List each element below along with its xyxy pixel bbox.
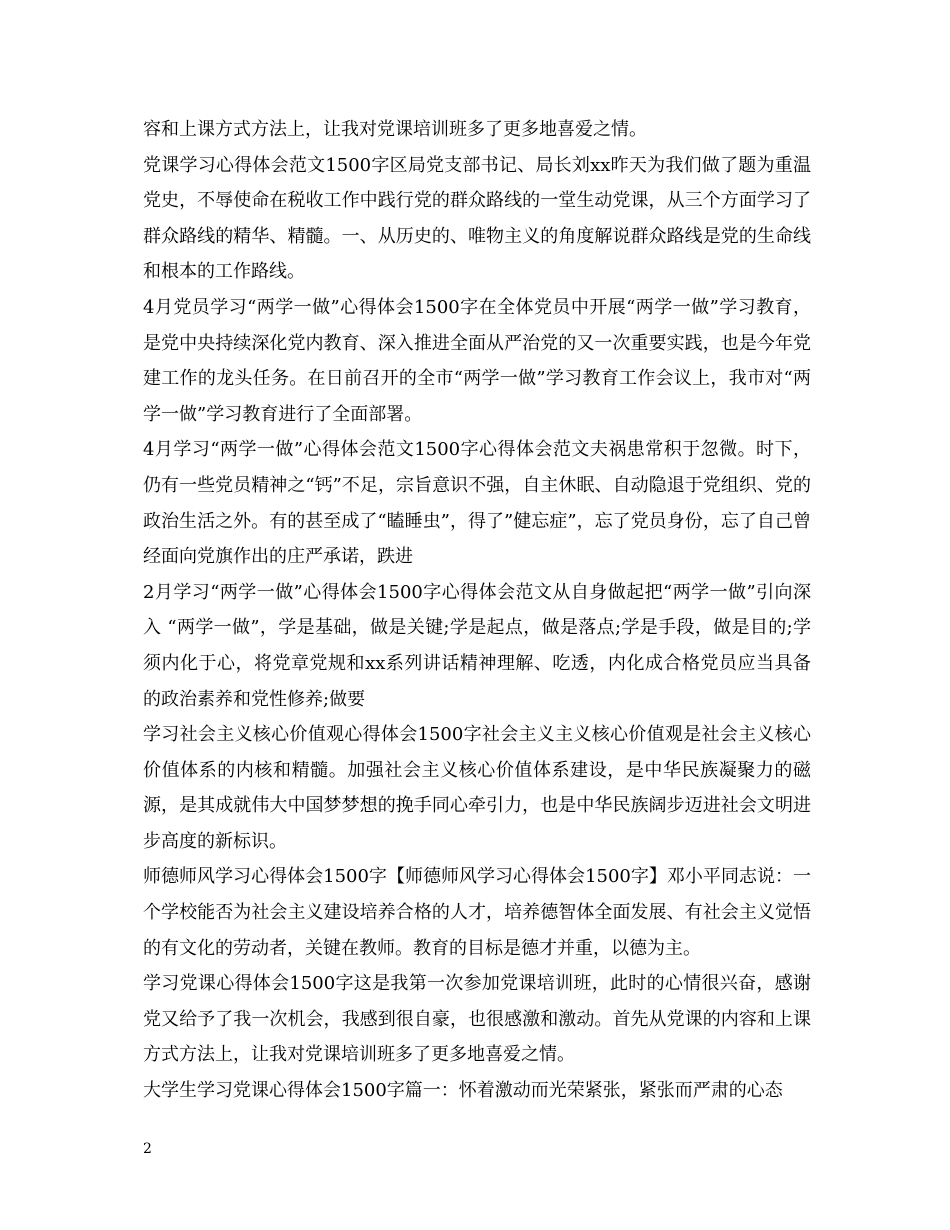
paragraph-college-student: 大学生学习党课心得体会1500字篇一：怀着激动而光荣紧张，紧张而严肃的心态 [143, 1080, 783, 1102]
paragraph-party-class-study: 学习党课心得体会1500字这是我第一次参加党课培训班，此时的心情很兴奋，感谢党又给予了我一次机会，我感到很自豪，也很感激和激动。首先从党课的内容和上课方式方法上，让我对党课培训班多了更多地喜爱之情。 [143, 973, 811, 1066]
paragraph-april-party-member-study: 4月党员学习“两学一做”心得体会1500字在全体党员中开展“两学一做”学习教育，是党中央持续深化党内教育、深入推进全面从严治党的又一次重要实践，也是今年党建工作的龙头任务。在日前召开的全市“两学一做”学习教育工作会议上，我市对“两学一做”学习教育进行了全面部署。 [143, 296, 811, 425]
paragraph-core-values: 学习社会主义核心价值观心得体会1500字社会主义主义核心价值观是社会主义核心价值体系的内核和精髓。加强社会主义核心价值体系建设，是中华民族凝聚力的磁源，是其成就伟大中国梦梦想的挽手同心牵引力，也是中华民族阔步迈进社会文明进步高度的新标识。 [143, 724, 811, 852]
document-body [143, 112, 811, 1109]
paragraph-teacher-ethics: 师德师风学习心得体会1500字【师德师风学习心得体会1500字】邓小平同志说：一个学校能否为社会主义建设培养合格的人才，培养德智体全面发展、有社会主义觉悟的有文化的劳动者，关键在教师。教育的目标是德才并重，以德为主。 [143, 866, 811, 959]
paragraph-continuation: 容和上课方式方法上，让我对党课培训班多了更多地喜爱之情。 [143, 119, 647, 140]
page-number: 2 [143, 1141, 152, 1157]
paragraph-party-class-essay: 党课学习心得体会范文1500字区局党支部书记、局长刘xx昨天为我们做了题为重温党史，不辱使命在税收工作中践行党的群众路线的一堂生动党课，从三个方面学习了群众路线的精华、精髓。一、从历史的、唯物主义的角度解说群众路线是党的生命线和根本的工作路线。 [143, 154, 811, 283]
paragraph-february-study: 2月学习“两学一做”心得体会1500字心得体会范文从自身做起把“两学一做”引向深入 “两学一做”，学是基础，做是关键;学是起点，做是落点;学是手段，做是目的;学须内化于心，将党章党规和xx系列讲话精神理解、吃透，内化成合格党员应当具备的政治素养和党性修养;做要 [143, 581, 811, 710]
paragraph-april-study-essay: 4月学习“两学一做”心得体会范文1500字心得体会范文夫祸患常积于忽微。时下，仍有一些党员精神之“钙”不足，宗旨意识不强，自主休眠、自动隐退于党组织、党的政治生活之外。有的甚至成了“瞌睡虫”，得了”健忘症”，忘了党员身份，忘了自己曾经面向党旗作出的庄严承诺，跌进 [143, 439, 811, 568]
